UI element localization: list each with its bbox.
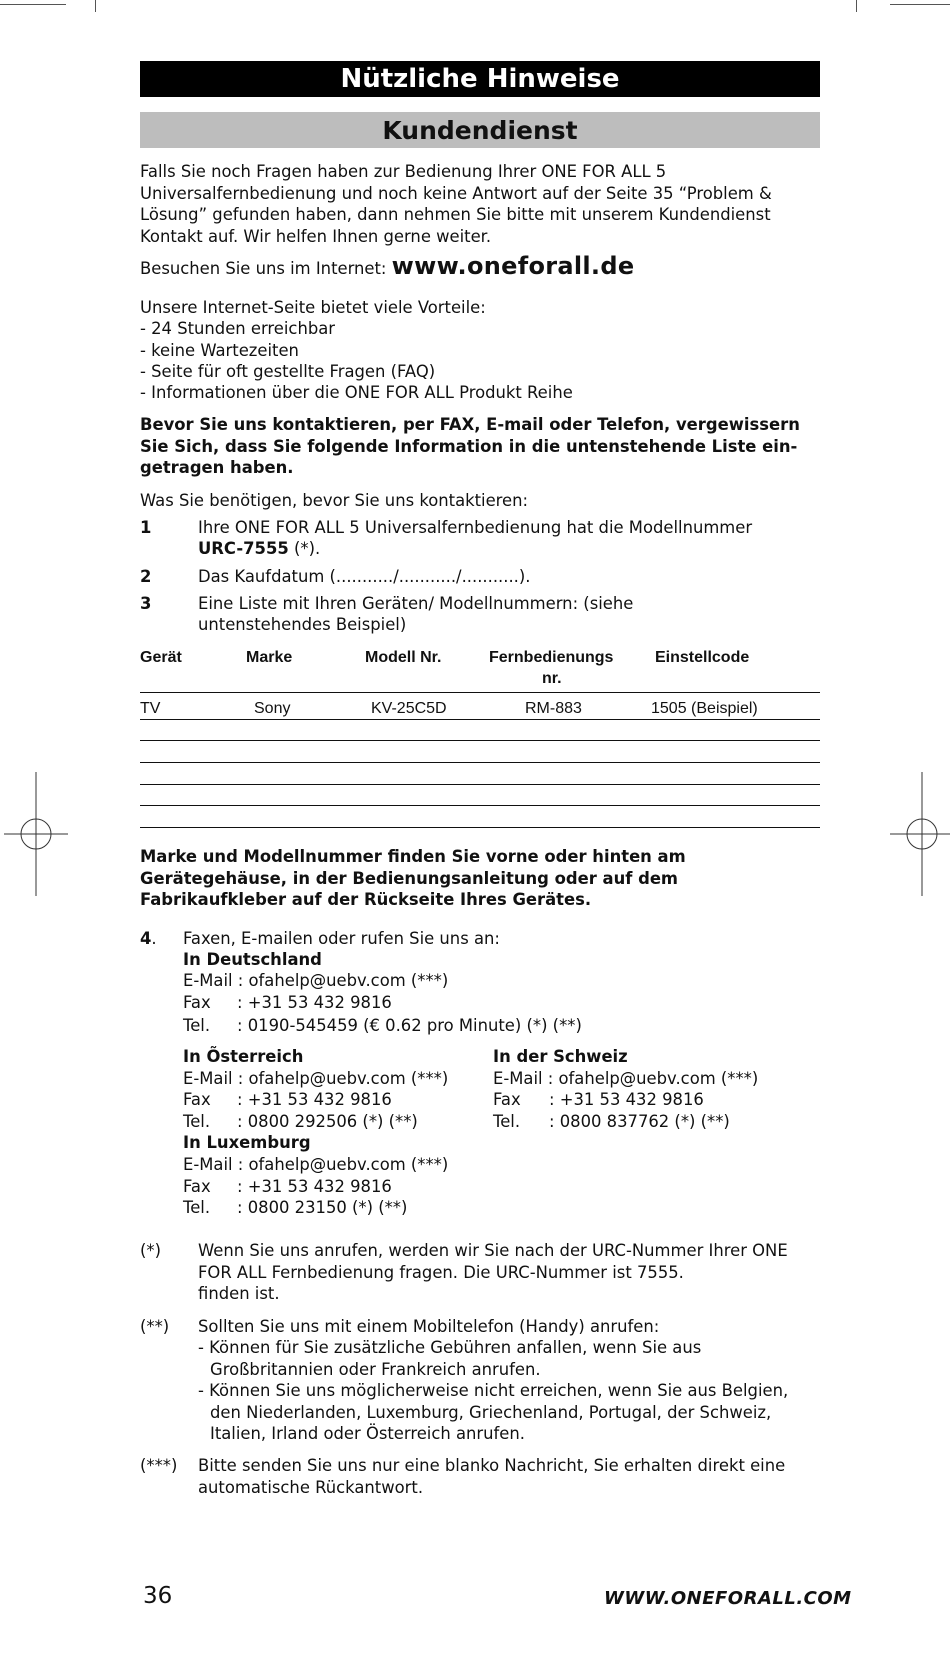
contact-email: E-Mail : ofahelp@uebv.com (***) (183, 1155, 449, 1174)
contact-email: E-Mail : ofahelp@uebv.com (***) (183, 971, 449, 990)
contact-fax-label: Fax (183, 1177, 211, 1196)
table-rule (140, 719, 820, 720)
model-number: URC-7555 (198, 539, 289, 558)
model-suffix: (*). (288, 539, 321, 558)
contact-fax: : +31 53 432 9816 (237, 1090, 392, 1109)
footnote-line: Wenn Sie uns anrufen, werden wir Sie nach der URC-Nummer Ihrer ONE (198, 1241, 788, 1260)
contact-tel: : 0800 23150 (*) (**) (237, 1198, 408, 1217)
brand-note-line: Gerätegehäuse, in der Bedienungsanleitung oder auf dem (140, 869, 679, 888)
needs-heading: Was Sie benötigen, bevor Sie uns kontaktieren: (140, 491, 529, 510)
website-link[interactable]: www.oneforall.de (391, 252, 635, 280)
advantage-item: - 24 Stunden erreichbar (140, 319, 336, 338)
footnote-line: - Können für Sie zusätzliche Gebühren anfallen, wenn Sie aus (198, 1338, 702, 1357)
footnote-line: automatische Rückantwort. (198, 1478, 424, 1497)
page-number: 36 (143, 1583, 173, 1609)
region-title: In Luxemburg (183, 1133, 311, 1152)
trim-mark (0, 4, 66, 5)
intro-line: Lösung” gefunden haben, dann nehmen Sie bitte mit unserem Kundendienst (140, 205, 771, 224)
advantages-heading: Unsere Internet-Seite bietet viele Vorteile: (140, 298, 486, 317)
advantage-item: - Seite für oft gestellte Fragen (FAQ) (140, 362, 436, 381)
notice-line: getragen haben. (140, 458, 294, 477)
footnote-line: FOR ALL Fernbedienung fragen. Die URC-Nummer ist 7555. (198, 1263, 684, 1282)
table-rule (140, 827, 820, 828)
contact-number: 4 (140, 929, 152, 948)
internet-row (140, 252, 635, 280)
trim-mark (856, 0, 857, 12)
table-cell: 1505 (Beispiel) (651, 700, 758, 717)
footnote-mark: (*) (140, 1241, 161, 1260)
table-rule (140, 805, 820, 806)
footnote-line: den Niederlanden, Luxemburg, Griechenland, Portugal, der Schweiz, (210, 1403, 772, 1422)
advantage-item: - Informationen über die ONE FOR ALL Produkt Reihe (140, 383, 573, 402)
footnote-line: Bitte senden Sie uns nur eine blanko Nachricht, Sie erhalten direkt eine (198, 1456, 786, 1475)
table-rule (140, 784, 820, 785)
intro-line: Universalfernbedienung und noch keine Antwort auf der Seite 35 “Problem & (140, 184, 772, 203)
list-item: Das Kaufdatum (.........../.........../...........). (198, 567, 531, 586)
contact-fax-label: Fax (183, 1090, 211, 1109)
internet-label: Besuchen Sie uns im Internet: (140, 259, 387, 278)
region-title: In Õsterreich (183, 1047, 304, 1066)
list-number (140, 928, 157, 950)
contact-fax-label: Fax (183, 993, 211, 1012)
footnote-line: - Können Sie uns möglicherweise nicht erreichen, wenn Sie aus Belgien, (198, 1381, 789, 1400)
contact-tel-label: Tel. (183, 1112, 211, 1131)
region-title: In Deutschland (183, 950, 322, 969)
contact-tel-label: Tel. (493, 1112, 521, 1131)
table-rule (140, 740, 820, 741)
intro-line: Falls Sie noch Fragen haben zur Bedienung Ihrer ONE FOR ALL 5 (140, 162, 667, 181)
list-number: 1 (140, 518, 152, 537)
contact-tel: : 0800 292506 (*) (**) (237, 1112, 418, 1131)
contact-fax: : +31 53 432 9816 (237, 1177, 392, 1196)
table-header: Marke (246, 649, 293, 666)
footnote-mark: (***) (140, 1456, 178, 1475)
footnote-line: Sollten Sie uns mit einem Mobiltelefon (Handy) anrufen: (198, 1317, 660, 1336)
list-item: untenstehendes Beispiel) (198, 615, 407, 634)
contact-email: E-Mail : ofahelp@uebv.com (***) (183, 1069, 449, 1088)
table-rule (140, 692, 820, 693)
footnote-line: finden ist. (198, 1284, 280, 1303)
footnote-line: Großbritannien oder Frankreich anrufen. (210, 1360, 541, 1379)
contact-intro: Faxen, E-mailen oder rufen Sie uns an: (183, 929, 500, 948)
table-header: nr. (542, 670, 562, 687)
brand-note-line: Fabrikaufkleber auf der Rückseite Ihres Gerätes. (140, 890, 592, 909)
contact-tel: : 0190-545459 (€ 0.62 pro Minute) (*) (**) (237, 1016, 582, 1035)
intro-line: Kontakt auf. Wir helfen Ihnen gerne weiter. (140, 227, 492, 246)
brand-note-line: Marke und Modellnummer finden Sie vorne oder hinten am (140, 847, 686, 866)
advantage-item: - keine Wartezeiten (140, 341, 299, 360)
footnote-mark: (**) (140, 1317, 170, 1336)
table-cell: RM-883 (525, 700, 582, 717)
table-header: Gerät (140, 649, 182, 666)
contact-tel-label: Tel. (183, 1198, 211, 1217)
footnote-line: Italien, Irland oder Österreich anrufen. (210, 1424, 525, 1443)
list-number: 3 (140, 594, 152, 613)
contact-tel-label: Tel. (183, 1016, 211, 1035)
table-header: Modell Nr. (365, 649, 442, 666)
trim-mark (95, 0, 96, 12)
table-rule (140, 762, 820, 763)
page-title: Nützliche Hinweise (140, 61, 820, 97)
notice-line: Sie Sich, dass Sie folgende Information in die untenstehende Liste ein- (140, 437, 798, 456)
list-item (198, 538, 320, 560)
contact-number-suffix: . (151, 929, 157, 948)
list-number: 2 (140, 567, 152, 586)
registration-mark-icon (4, 772, 68, 896)
table-header: Fernbedienungs (489, 649, 614, 666)
trim-mark (890, 4, 950, 5)
table-cell: KV-25C5D (371, 700, 447, 717)
contact-email: E-Mail : ofahelp@uebv.com (***) (493, 1069, 759, 1088)
table-cell: Sony (254, 700, 291, 717)
contact-fax: : +31 53 432 9816 (549, 1090, 704, 1109)
table-header: Einstellcode (655, 649, 750, 666)
list-item: Ihre ONE FOR ALL 5 Universalfernbedienung hat die Modellnummer (198, 518, 753, 537)
footer-website-link[interactable]: WWW.ONEFORALL.COM (604, 1588, 852, 1609)
contact-tel: : 0800 837762 (*) (**) (549, 1112, 730, 1131)
contact-fax-label: Fax (493, 1090, 521, 1109)
contact-fax: : +31 53 432 9816 (237, 993, 392, 1012)
list-item: Eine Liste mit Ihren Geräten/ Modellnummern: (siehe (198, 594, 634, 613)
notice-line: Bevor Sie uns kontaktieren, per FAX, E-mail oder Telefon, vergewissern (140, 415, 800, 434)
section-title: Kundendienst (140, 112, 820, 148)
registration-mark-icon (890, 772, 950, 896)
table-cell: TV (140, 700, 161, 717)
region-title: In der Schweiz (493, 1047, 628, 1066)
